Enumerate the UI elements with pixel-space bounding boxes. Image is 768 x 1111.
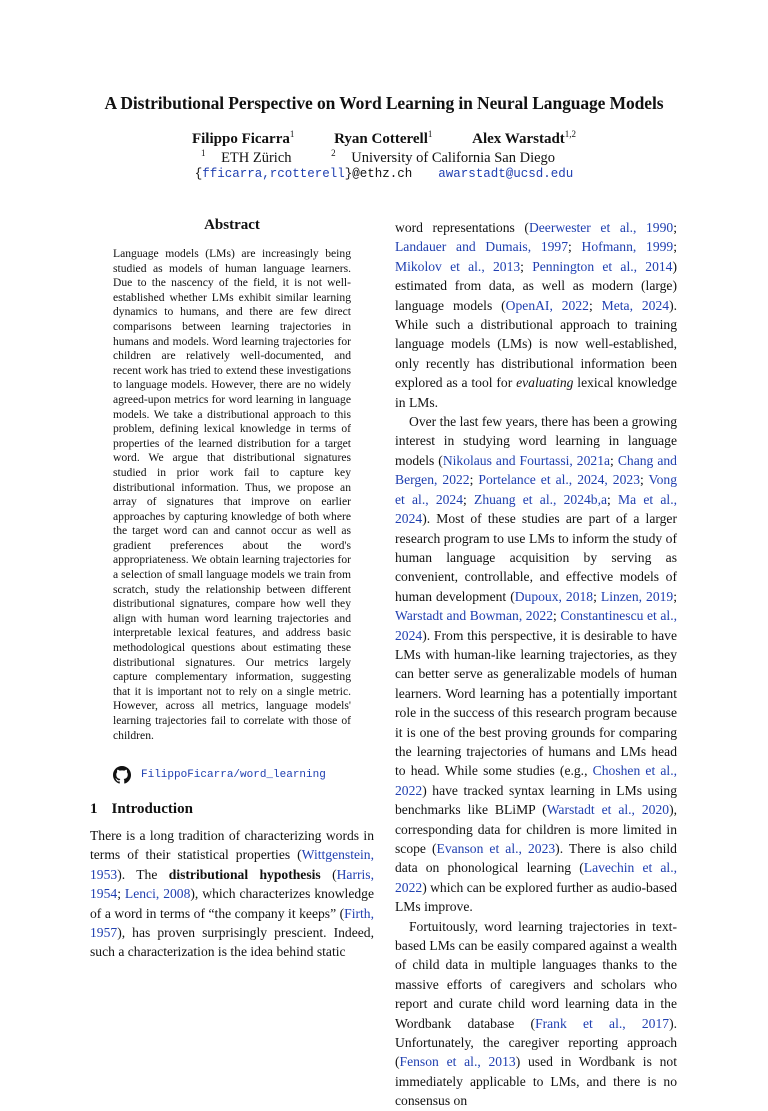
citation[interactable]: Hofmann, 1999 bbox=[581, 239, 674, 255]
email-ucsd[interactable]: awarstadt@ucsd.edu bbox=[438, 167, 574, 181]
citation[interactable]: Linzen, 2019 bbox=[600, 588, 674, 604]
citation[interactable]: Dupoux, 2018 bbox=[514, 588, 594, 604]
citation[interactable]: Frank et al., 2017 bbox=[535, 1015, 670, 1031]
citation[interactable]: Evanson et al., 2023 bbox=[436, 841, 556, 856]
citation[interactable]: Ma et al., 2024 bbox=[395, 491, 677, 527]
author-emails: {fficarra,rcotterell}@ethz.ch awarstadt@ucsd.edu bbox=[194, 167, 574, 181]
right-column bbox=[395, 218, 677, 1111]
citation[interactable]: Mikolov et al., 2013 bbox=[395, 258, 521, 274]
affiliations bbox=[0, 150, 768, 167]
github-link-row[interactable] bbox=[113, 766, 363, 784]
citation[interactable]: Fenson et al., 2013 bbox=[399, 1054, 516, 1070]
citation[interactable]: Pennington et al., 2014 bbox=[532, 258, 673, 274]
citation[interactable]: OpenAI, 2022 bbox=[505, 297, 589, 313]
right-paragraph-2: Over the last few years, there has been a growing interest in studying word learning in language models (Nikolaus and Fourtassi, 2021a; Chang and Bergen, 2022; Portelance et al., 2024, 2023; Vong et al., 2024; Zhuang et al., 2024b,a; Ma et al., 2024). Most of these studies are part of a larger research program to use LMs to inform the study of human language acquisition by serving as convenient, controllable, and effective models of human development (Dupoux, 2018; Linzen, 2019; Warstadt and Bowman, 2022; Constantinescu et al., 2024). From this perspective, it is desirable to have LMs with human-like learning trajectories, as they can better serve as generalizable models of human learners. Word learning has a potentially important role in the success of this research program because it is one of the best proving grounds for comparing the learning trajectories of humans and LMs head to head. While some studies (e.g., Choshen et al., 2022) have tracked syntax learning in LMs using benchmarks like BLiMP (Warstadt et al., 2020), corresponding data for children is more limited in scope (Evanson et al., 2023). There is also child data on phonological learning (Lavechin et al., 2022) which can be explored further as audio-based LMs improve. bbox=[395, 414, 678, 915]
right-paragraph-1: word representations (Deerwester et al., 1990; Landauer and Dumais, 1997; Hofmann, 1999; Mikolov et al., 2013; Pennington et al., 2014) estimated from data, as well as modern (large) language models (OpenAI, 2022; Meta, 2024). While such a distributional approach to training language models (LMs) is now well-established, only recently has distributional information been explored as a tool for evaluating lexical knowledge in LMs. bbox=[395, 220, 678, 410]
email-ethz[interactable]: fficarra,rcotterell bbox=[202, 167, 345, 181]
citation[interactable]: Landauer and Dumais, 1997 bbox=[395, 239, 569, 255]
affiliation-ucsd: $^2$ University of California San Diego bbox=[331, 148, 556, 166]
citation[interactable]: Lenci, 2008 bbox=[124, 886, 191, 902]
github-repo-link[interactable]: FilippoFicarra/word_learning bbox=[141, 769, 326, 781]
intro-paragraph-1: There is a long tradition of characterizing words in terms of their statistical properties (Wittgenstein, 1953). The distributional hypothesis (Harris, 1954; Lenci, 2008), which characterizes knowledge of a word in terms of “the company it keeps” (Firth, 1957), has proven surprisingly prescient. Indeed, such a characterization is the idea behind static bbox=[90, 828, 374, 960]
abstract-heading: Abstract bbox=[204, 217, 260, 233]
citation[interactable]: Meta, 2024 bbox=[601, 297, 670, 313]
citation[interactable]: Choshen et al., 2022 bbox=[395, 763, 677, 798]
citation[interactable]: Warstadt and Bowman, 2022 bbox=[395, 608, 553, 624]
citation[interactable]: Vong et al., 2024 bbox=[395, 472, 678, 507]
citation[interactable]: Deerwester et al., 1990 bbox=[528, 220, 674, 235]
author-list bbox=[0, 131, 768, 148]
author-cotterell: Ryan Cotterell$^1$ bbox=[334, 129, 433, 147]
citation[interactable]: Harris, 1954 bbox=[90, 866, 374, 902]
citation[interactable]: Portelance et al., 2024, 2023 bbox=[478, 472, 640, 488]
citation[interactable]: Warstadt et al., 2020 bbox=[546, 802, 670, 818]
affiliation-eth: $^1$ ETH Zürich bbox=[200, 148, 292, 166]
paper-title: A Distributional Perspective on Word Learning in Neural Language Models bbox=[104, 93, 664, 113]
abstract-body: Language models (LMs) are increasingly being studied as models of human language learners. Due to the nascency of the field, it is not well-established whether LMs exhibit similar learning dynamics to humans, and there are few direct comparisons between learning trajectories in humans and models. Word learning trajectories for children are relatively well-documented, and recent work has tried to extend these investigations to language models. However, there are no widely agreed-upon metrics for word learning in language models. We take a distributional approach to this problem, defining lexical knowledge in terms of properties of the learned distribution for a target word. We argue that distributional signatures studied in prior work fail to capture key distributional information. Thus, we propose an array of signatures that improve on earlier approaches by capturing knowledge of both where the target word can and cannot occur as well as gradient preferences about the word's appropriateness. We obtain learning trajectories for a selection of small language models we train from scratch, study the relationship between different distributional signatures, compare how well they align with human word learning trajectories and interpretable lexical features, and address basic methodological questions about estimating these distributional signatures. Our metrics largely capture complementary information, suggesting that it is important not to rely on a single metric. However, across all metrics, language models' learning trajectories fail to correlate with those of children. bbox=[113, 247, 351, 742]
section-heading-introduction: 1 Introduction bbox=[90, 801, 193, 817]
citation[interactable]: Constantinescu et al., 2024 bbox=[395, 608, 677, 643]
citation[interactable]: Zhuang et al., 2024b,a bbox=[474, 491, 608, 507]
github-icon bbox=[113, 766, 131, 784]
author-ficarra: Filippo Ficarra$^1$ bbox=[191, 129, 295, 147]
citation[interactable]: Nikolaus and Fourtassi, 2021a bbox=[442, 452, 611, 468]
author-warstadt: Alex Warstadt$^{1,2}$ bbox=[472, 129, 577, 147]
citation[interactable]: Wittgenstein, 1953 bbox=[90, 847, 374, 882]
citation[interactable]: Lavechin et al., 2022 bbox=[395, 860, 677, 895]
right-paragraph-3: Fortuitously, word learning trajectories in text-based LMs can be easily compared against a wealth of child data in multiple languages thanks to the massive efforts of caregivers and scholars who report and curate child word learning data in the Wordbank database (Frank et al., 2017). Unfortunately, the caregiver reporting approach (Fenson et al., 2013) used in Wordbank is not immediately applicable to LMs, and there is no consensus on bbox=[395, 918, 677, 1109]
citation[interactable]: Chang and Bergen, 2022 bbox=[395, 452, 677, 488]
citation[interactable]: Firth, 1957 bbox=[90, 905, 374, 941]
